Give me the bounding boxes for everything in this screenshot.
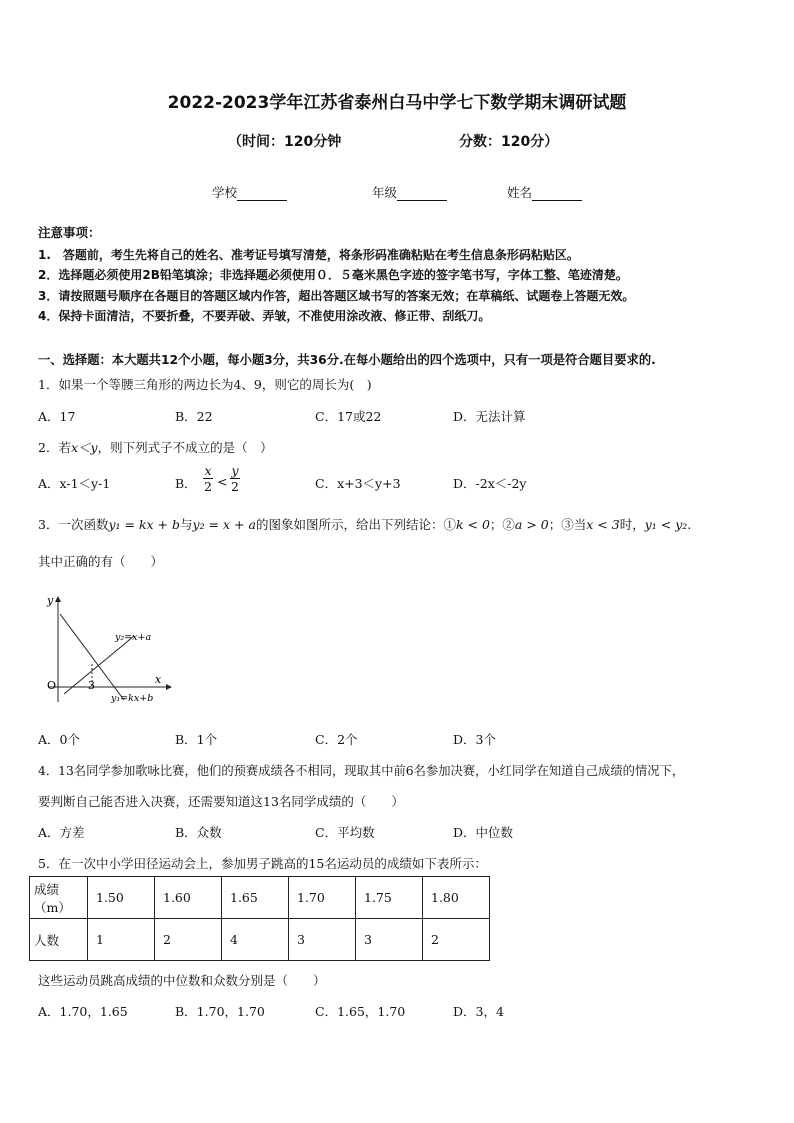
q3-option-d[interactable]: D．3个 bbox=[453, 732, 496, 747]
x-axis-label: x bbox=[155, 673, 162, 686]
grade-label: 年级 bbox=[372, 185, 398, 200]
grade-blank[interactable] bbox=[397, 187, 447, 201]
table-header-cell: 成绩（m） bbox=[30, 877, 88, 919]
school-label: 学校 bbox=[212, 185, 238, 200]
q2-option-a[interactable]: A．x-1＜y-1 bbox=[38, 476, 111, 491]
page-title: 2022-2023学年江苏省泰州白马中学七下数学期末调研试题 bbox=[167, 93, 627, 113]
table-row bbox=[30, 919, 490, 961]
q5-option-d[interactable]: D．3，4 bbox=[453, 1004, 504, 1019]
table-cell: 1.80 bbox=[423, 877, 490, 919]
table-header-cell: 人数 bbox=[30, 919, 88, 961]
q4-option-d[interactable]: D．中位数 bbox=[453, 825, 514, 840]
q2-stem: 2．若x＜y，则下列式子不成立的是（ ） bbox=[38, 440, 273, 455]
q5-stem: 5．在一次中小学田径运动会上，参加男子跳高的15名运动员的成绩如下表所示： bbox=[38, 856, 487, 871]
table-cell: 3 bbox=[289, 919, 356, 961]
notice-item: 2．选择题必须使用2B铅笔填涂；非选择题必须使用０．５毫米黑色字迹的签字笔书写，字体工整、笔迹清楚。 bbox=[38, 268, 628, 282]
q5-after: 这些运动员跳高成绩的中位数和众数分别是（ ） bbox=[38, 973, 326, 988]
notice-item: 4．保持卡面清洁，不要折叠，不要弄破、弄皱，不准使用涂改液、修正带、刮纸刀。 bbox=[38, 309, 491, 323]
origin-label: O bbox=[47, 679, 57, 692]
table-cell: 1.70 bbox=[289, 877, 356, 919]
notice-heading: 注意事项： bbox=[38, 225, 101, 240]
name-label: 姓名 bbox=[507, 185, 533, 200]
q1-option-d[interactable]: D．无法计算 bbox=[453, 409, 526, 424]
y-axis-arrow bbox=[55, 596, 61, 602]
q1-option-a[interactable]: A．17 bbox=[38, 409, 76, 424]
table-cell: 1.65 bbox=[222, 877, 289, 919]
q2-option-c[interactable]: C．x+3＜y+3 bbox=[315, 476, 401, 491]
q4-option-a[interactable]: A．方差 bbox=[38, 825, 85, 840]
q5-option-c[interactable]: C．1.65，1.70 bbox=[315, 1004, 406, 1019]
school-field bbox=[212, 183, 287, 201]
y-axis-label: y bbox=[47, 594, 54, 607]
notice-item: 1. 答题前，考生先将自己的姓名、准考证号填写清楚，将条形码准确粘贴在考生信息条形码粘贴区。 bbox=[38, 248, 579, 262]
q3-stem: 3．一次函数y₁ = kx + b与y₂ = x + a的图象如图所示，给出下列结论：①k < 0；②a > 0；③当x < 3时，y₁ < y₂. bbox=[38, 517, 692, 532]
line-y1-label: y₁=kx+b bbox=[111, 693, 154, 704]
line-y2 bbox=[64, 636, 134, 694]
q5-option-a[interactable]: A．1.70，1.65 bbox=[38, 1004, 128, 1019]
notice-item: 3．请按照题号顺序在各题目的答题区域内作答，超出答题区域书写的答案无效；在草稿纸、试题卷上答题无效。 bbox=[38, 289, 635, 303]
q3-option-a[interactable]: A．0个 bbox=[38, 732, 80, 747]
q3-option-b[interactable]: B．1个 bbox=[175, 732, 218, 747]
q3-stem-line2: 其中正确的有（ ） bbox=[38, 554, 164, 569]
exam-time: （时间：120分钟 bbox=[228, 134, 342, 150]
line-y2-label: y₂=x+a bbox=[115, 632, 152, 643]
q1-option-b[interactable]: B．22 bbox=[175, 409, 213, 424]
q4-stem-line2: 要判断自己能否进入决赛，还需要知道这13名同学成绩的（ ） bbox=[38, 794, 404, 809]
tick-label-3: 3 bbox=[88, 679, 95, 692]
q2-option-d[interactable]: D．-2x＜-2y bbox=[453, 476, 527, 491]
exam-score: 分数：120分） bbox=[459, 134, 559, 150]
name-blank[interactable] bbox=[532, 187, 582, 201]
table-cell: 1.75 bbox=[356, 877, 423, 919]
school-blank[interactable] bbox=[237, 187, 287, 201]
table-cell: 2 bbox=[423, 919, 490, 961]
table-cell: 2 bbox=[155, 919, 222, 961]
q2-condition: x＜y bbox=[70, 440, 98, 455]
x-axis-arrow bbox=[166, 684, 172, 690]
q4-option-b[interactable]: B．众数 bbox=[175, 825, 222, 840]
table-cell: 3 bbox=[356, 919, 423, 961]
name-field bbox=[507, 183, 582, 201]
table-cell: 1 bbox=[88, 919, 155, 961]
q5-table bbox=[29, 876, 490, 961]
table-cell: 1.60 bbox=[155, 877, 222, 919]
section-heading: 一、选择题：本大题共12个小题，每小题3分，共36分.在每小题给出的四个选项中，只有一项是符合题目要求的. bbox=[38, 353, 656, 367]
q5-option-b[interactable]: B．1.70，1.70 bbox=[175, 1004, 265, 1019]
table-cell: 4 bbox=[222, 919, 289, 961]
q4-option-c[interactable]: C．平均数 bbox=[315, 825, 375, 840]
q3-option-c[interactable]: C．2个 bbox=[315, 732, 358, 747]
grade-field bbox=[372, 183, 447, 201]
table-cell: 1.50 bbox=[88, 877, 155, 919]
q3-graph bbox=[38, 592, 178, 712]
q1-stem: 1．如果一个等腰三角形的两边长为4、9，则它的周长为( ) bbox=[38, 377, 372, 392]
q4-stem: 4．13名同学参加歌咏比赛，他们的预赛成绩各不相同，现取其中前6名参加决赛，小红同学在知道自己成绩的情况下， bbox=[38, 764, 685, 778]
table-row bbox=[30, 877, 490, 919]
q1-option-c[interactable]: C．17或22 bbox=[315, 409, 382, 424]
